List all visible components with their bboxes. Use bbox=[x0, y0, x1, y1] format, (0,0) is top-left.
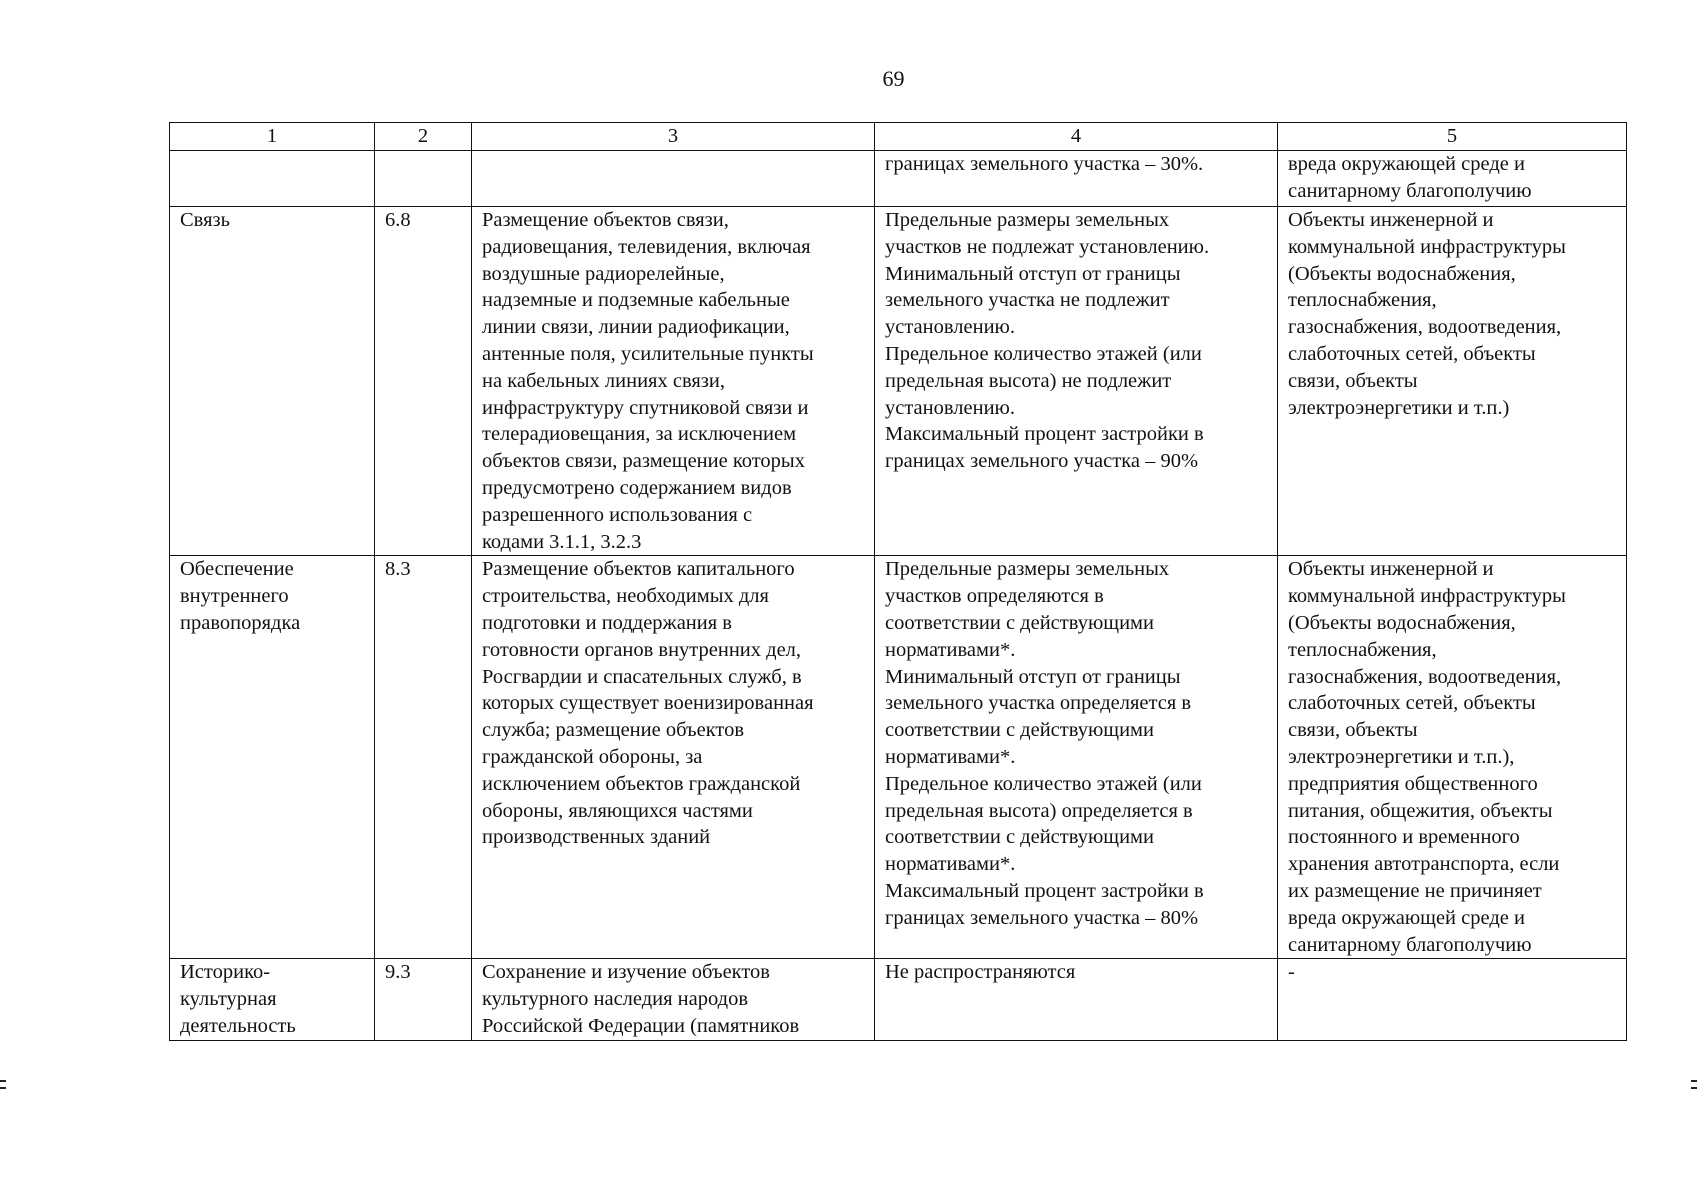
cell-auxiliary-uses bbox=[1278, 556, 1627, 959]
cell-text: Сохранение и изучение объектов культурного наследия народов Российской Федерации (памятников bbox=[482, 961, 800, 1037]
scan-edge-mark-left bbox=[0, 1087, 6, 1089]
cell-use-name bbox=[170, 959, 375, 1040]
column-header-2: 2 bbox=[375, 123, 472, 151]
cell-text: Связь bbox=[180, 209, 230, 231]
cell-text: 8.3 bbox=[385, 558, 411, 581]
cell-text: Объекты инженерной и коммунальной инфраструктуры (Объекты водоснабжения, теплоснабжения, газоснабжения, водоотведения, слаботочных сетей, объекты связи, объекты электроэнергетики и т.п.), предприятия общественного питания, общежития, объекты постоянного и временного хранения автотранспорта, если их размещение не причиняет вреда окружающей среде и санитарному благополучию bbox=[1288, 558, 1566, 956]
column-header-1: 1 bbox=[170, 123, 375, 151]
page-number: 69 bbox=[882, 66, 905, 91]
cell-use-name bbox=[170, 207, 375, 556]
cell-use-code bbox=[375, 207, 472, 556]
cell-text: границах земельного участка – 30%. bbox=[885, 153, 1204, 175]
scan-edge-mark-left bbox=[0, 1080, 6, 1082]
cell-parameters bbox=[875, 151, 1278, 207]
cell-auxiliary-uses bbox=[1278, 151, 1627, 207]
cell-parameters bbox=[875, 959, 1278, 1040]
cell-text: Историко- культурная деятельность bbox=[180, 961, 296, 1037]
cell-auxiliary-uses bbox=[1278, 959, 1627, 1040]
cell-text: - bbox=[1288, 961, 1295, 984]
table-row-historical-cultural bbox=[170, 959, 1627, 1040]
column-header-3: 3 bbox=[472, 123, 875, 151]
cell-text: вреда окружающей среде и санитарному благополучию bbox=[1288, 153, 1532, 202]
cell-use-name bbox=[170, 151, 375, 207]
cell-text: Предельные размеры земельных участков определяются в соответствии с действующими нормативами*. Минимальный отступ от границы земельного участка определяется в соответствии с действующими нормативами*. Предельное количество этажей (или предельная высота) определяется в соответствии с действующими нормативами*. Максимальный процент застройки в границах земельного участка – 80% bbox=[885, 558, 1204, 929]
table-row-law-enforcement bbox=[170, 556, 1627, 959]
cell-auxiliary-uses bbox=[1278, 207, 1627, 556]
cell-use-description bbox=[472, 556, 875, 959]
column-header-5: 5 bbox=[1278, 123, 1627, 151]
table-header-row bbox=[170, 123, 1627, 151]
table-row-communication bbox=[170, 207, 1627, 556]
cell-text: 9.3 bbox=[385, 961, 411, 984]
scan-edge-mark-right bbox=[1691, 1087, 1697, 1089]
cell-text: Предельные размеры земельных участков не подлежат установлению. Минимальный отступ от границы земельного участка не подлежит установлению. Предельное количество этажей (или предельная высота) не подлежит установлению. Максимальный процент застройки в границах земельного участка – 90% bbox=[885, 209, 1210, 473]
cell-text: Не распространяются bbox=[885, 961, 1076, 984]
table-row-continuation bbox=[170, 151, 1627, 207]
cell-parameters bbox=[875, 556, 1278, 959]
cell-use-name bbox=[170, 556, 375, 959]
cell-text: Размещение объектов капитального строительства, необходимых для подготовки и поддержания в готовности органов внутренних дел, Росгвардии и спасательных служб, в которых существует военизированная служба; размещение объектов гражданской обороны, за исключением объектов гражданской обороны, являющихся частями производственных зданий bbox=[482, 558, 814, 849]
cell-text: Обеспечение внутреннего правопорядка bbox=[180, 558, 301, 634]
cell-use-code bbox=[375, 151, 472, 207]
cell-use-description bbox=[472, 151, 875, 207]
cell-text: Объекты инженерной и коммунальной инфраструктуры (Объекты водоснабжения, теплоснабжения, газоснабжения, водоотведения, слаботочных сетей, объекты связи, объекты электроэнергетики и т.п.) bbox=[1288, 209, 1566, 419]
cell-use-description bbox=[472, 207, 875, 556]
cell-use-description bbox=[472, 959, 875, 1040]
scan-edge-mark-right bbox=[1691, 1080, 1697, 1082]
cell-use-code bbox=[375, 959, 472, 1040]
cell-use-code bbox=[375, 556, 472, 959]
land-use-table bbox=[169, 122, 1627, 1041]
cell-text: Размещение объектов связи, радиовещания, телевидения, включая воздушные радиорелейные, надземные и подземные кабельные линии связи, линии радиофикации, антенные поля, усилительные пункты на кабельных линиях связи, инфраструктуру спутниковой связи и телерадиовещания, за исключением объектов связи, размещение которых предусмотрено содержанием видов разрешенного использования с кодами 3.1.1, 3.2.3 bbox=[482, 209, 814, 553]
column-header-4: 4 bbox=[875, 123, 1278, 151]
cell-parameters bbox=[875, 207, 1278, 556]
cell-text: 6.8 bbox=[385, 209, 411, 231]
